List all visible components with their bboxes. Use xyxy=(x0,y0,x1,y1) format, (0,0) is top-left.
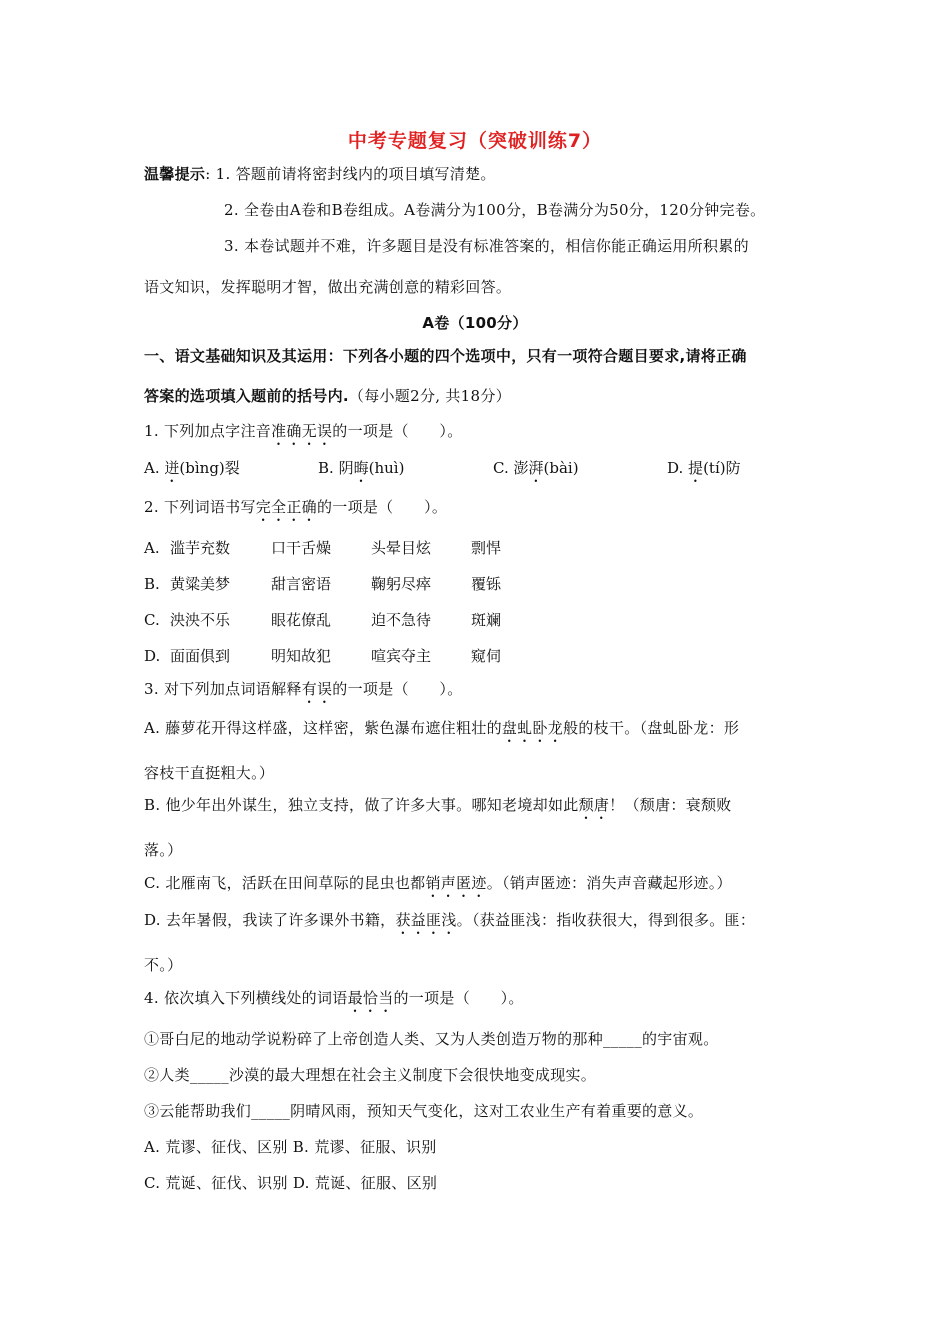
q1-option-c xyxy=(493,458,579,486)
word: 面面俱到 xyxy=(170,647,231,665)
q2-stem-text: 2. 下列词语书写 xyxy=(144,498,256,516)
part1-score-note: （每小题2分, 共18分） xyxy=(348,387,511,405)
q4-sentence-3: ③云能帮助我们_____阴晴风雨，预知天气变化，这对工农业生产有着重要的意义。 xyxy=(144,1102,704,1120)
q3-option-b xyxy=(144,795,732,823)
word: 头晕目炫 xyxy=(371,539,432,557)
word: 窥伺 xyxy=(471,647,502,665)
q2-stem xyxy=(144,497,447,525)
option-dotted-char: 晦 xyxy=(353,459,369,477)
q1-option-a xyxy=(144,458,240,486)
q3-option-d-cont: 不。） xyxy=(144,956,183,974)
q4-options-cd: C. 荒诞、征伐、识别 D. 荒诞、征服、区别 xyxy=(144,1174,438,1192)
option-label: D. xyxy=(144,647,161,665)
option-text: 。（销声匿迹：消失声音藏起形迹。） xyxy=(486,874,732,892)
word: 黄粱美梦 xyxy=(170,575,231,593)
q1-option-d xyxy=(667,458,741,486)
q3-option-a xyxy=(144,718,739,746)
option-dotted-char: 提 xyxy=(688,459,704,477)
option-label: C. xyxy=(144,611,160,629)
word: 斑斓 xyxy=(471,611,502,629)
option-text: (bìng)裂 xyxy=(179,459,240,477)
q4-stem xyxy=(144,988,524,1016)
word: 滥芋充数 xyxy=(170,539,231,557)
option-text: 。（获益匪浅：指收获很大，得到很多。匪： xyxy=(456,911,756,929)
option-label: A. xyxy=(144,459,160,477)
part1-instruction-line2 xyxy=(144,386,511,406)
q4-sentence-1: ①哥白尼的地动学说粉碎了上帝创造人类、又为人类创造万物的那种_____的宇宙观。 xyxy=(144,1030,719,1048)
option-text: (huì) xyxy=(368,459,405,477)
option-label: B. xyxy=(144,575,160,593)
q3-option-d xyxy=(144,910,755,938)
q3-stem-emphasis: 有误 xyxy=(301,680,333,698)
option-text: ！（颓唐：衰颓败 xyxy=(609,796,732,814)
q4-stem-text: 4. 依次填入下列横线处的词语 xyxy=(144,989,348,1007)
option-text: 阴 xyxy=(338,459,354,477)
q1-stem-emphasis: 准确无误 xyxy=(271,422,333,440)
option-label: B. xyxy=(318,459,334,477)
option-dotted-word: 盘虬卧龙 xyxy=(501,719,564,737)
page-title: 中考专题复习（突破训练7） xyxy=(347,130,603,152)
option-dotted-word: 获益匪浅 xyxy=(395,911,457,929)
q1-option-b xyxy=(318,458,404,486)
word: 明知故犯 xyxy=(271,647,332,665)
option-label: C. xyxy=(493,459,509,477)
tips-item-3: 3. 本卷试题并不难，许多题目是没有标准答案的，相信你能正确运用所积累的 xyxy=(224,237,749,255)
option-text: 澎 xyxy=(513,459,529,477)
option-text: D. 去年暑假，我读了许多课外书籍， xyxy=(144,911,396,929)
word: 口干舌燥 xyxy=(271,539,332,557)
word: 鞠躬尽瘁 xyxy=(371,575,432,593)
tips-item-2: 2. 全卷由A卷和B卷组成。A卷满分为100分，B卷满分为50分，120分钟完卷。 xyxy=(224,201,766,219)
option-dotted-word: 颓唐 xyxy=(578,796,610,814)
q1-stem-tail: 的一项是（ ）。 xyxy=(332,422,463,440)
option-dotted-word: 销声匿迹 xyxy=(425,874,487,892)
tips-line-1 xyxy=(144,164,496,184)
option-text: C. 北雁南飞，活跃在田间草际的昆虫也都 xyxy=(144,874,426,892)
tips-item-1: 1. 答题前请将密封线内的项目填写清楚。 xyxy=(215,165,496,183)
part1-instruction-line1: 一、语文基础知识及其运用：下列各小题的四个选项中，只有一项符合题目要求,请将正确 xyxy=(144,347,747,365)
q1-stem xyxy=(144,421,463,449)
option-text: A. 藤萝花开得这样盛，这样密，紫色瀑布遮住粗壮的 xyxy=(144,719,502,737)
word: 甜言密语 xyxy=(271,575,332,593)
q4-stem-tail: 的一项是（ ）。 xyxy=(393,989,524,1007)
q3-option-b-cont: 落。） xyxy=(144,841,183,859)
q3-stem-text: 3. 对下列加点词语解释 xyxy=(144,680,302,698)
q4-options-ab: A. 荒谬、征伐、区别 B. 荒谬、征服、识别 xyxy=(144,1138,437,1156)
tips-colon: : xyxy=(205,165,216,183)
q4-sentence-2: ②人类_____沙漠的最大理想在社会主义制度下会很快地变成现实。 xyxy=(144,1066,597,1084)
word: 泱泱不乐 xyxy=(170,611,231,629)
option-dotted-char: 迸 xyxy=(164,459,180,477)
tips-item-3-cont: 语文知识，发挥聪明才智，做出充满创意的精彩回答。 xyxy=(144,278,512,296)
q3-stem-tail: 的一项是（ ）。 xyxy=(332,680,463,698)
q3-option-a-cont: 容枝干直挺粗大。） xyxy=(144,764,275,782)
option-text: (bài) xyxy=(543,459,579,477)
q1-stem-text: 1. 下列加点字注音 xyxy=(144,422,272,440)
option-label: A. xyxy=(144,539,160,557)
q2-stem-tail: 的一项是（ ）。 xyxy=(316,498,448,516)
section-a-heading: A卷（100分） xyxy=(422,314,528,332)
option-text: 般的枝干。（盘虬卧龙：形 xyxy=(563,719,740,737)
option-dotted-char: 湃 xyxy=(528,459,544,477)
q2-stem-emphasis: 完全正确 xyxy=(255,498,317,516)
q3-stem xyxy=(144,679,463,707)
part1-instruction-bold: 答案的选项填入题前的括号内. xyxy=(144,387,349,405)
q4-stem-emphasis: 最恰当 xyxy=(347,989,394,1007)
q3-option-c xyxy=(144,873,732,901)
word: 覆铄 xyxy=(471,575,502,593)
word: 迫不急待 xyxy=(371,611,432,629)
option-label: D. xyxy=(667,459,684,477)
option-text: B. 他少年出外谋生，独立支持，做了许多大事。哪知老境却如此 xyxy=(144,796,579,814)
word: 眼花僚乱 xyxy=(271,611,332,629)
tips-label: 温馨提示 xyxy=(144,165,206,183)
word: 剽悍 xyxy=(471,539,502,557)
word: 喧宾夺主 xyxy=(371,647,432,665)
option-text: (tí)防 xyxy=(703,459,741,477)
